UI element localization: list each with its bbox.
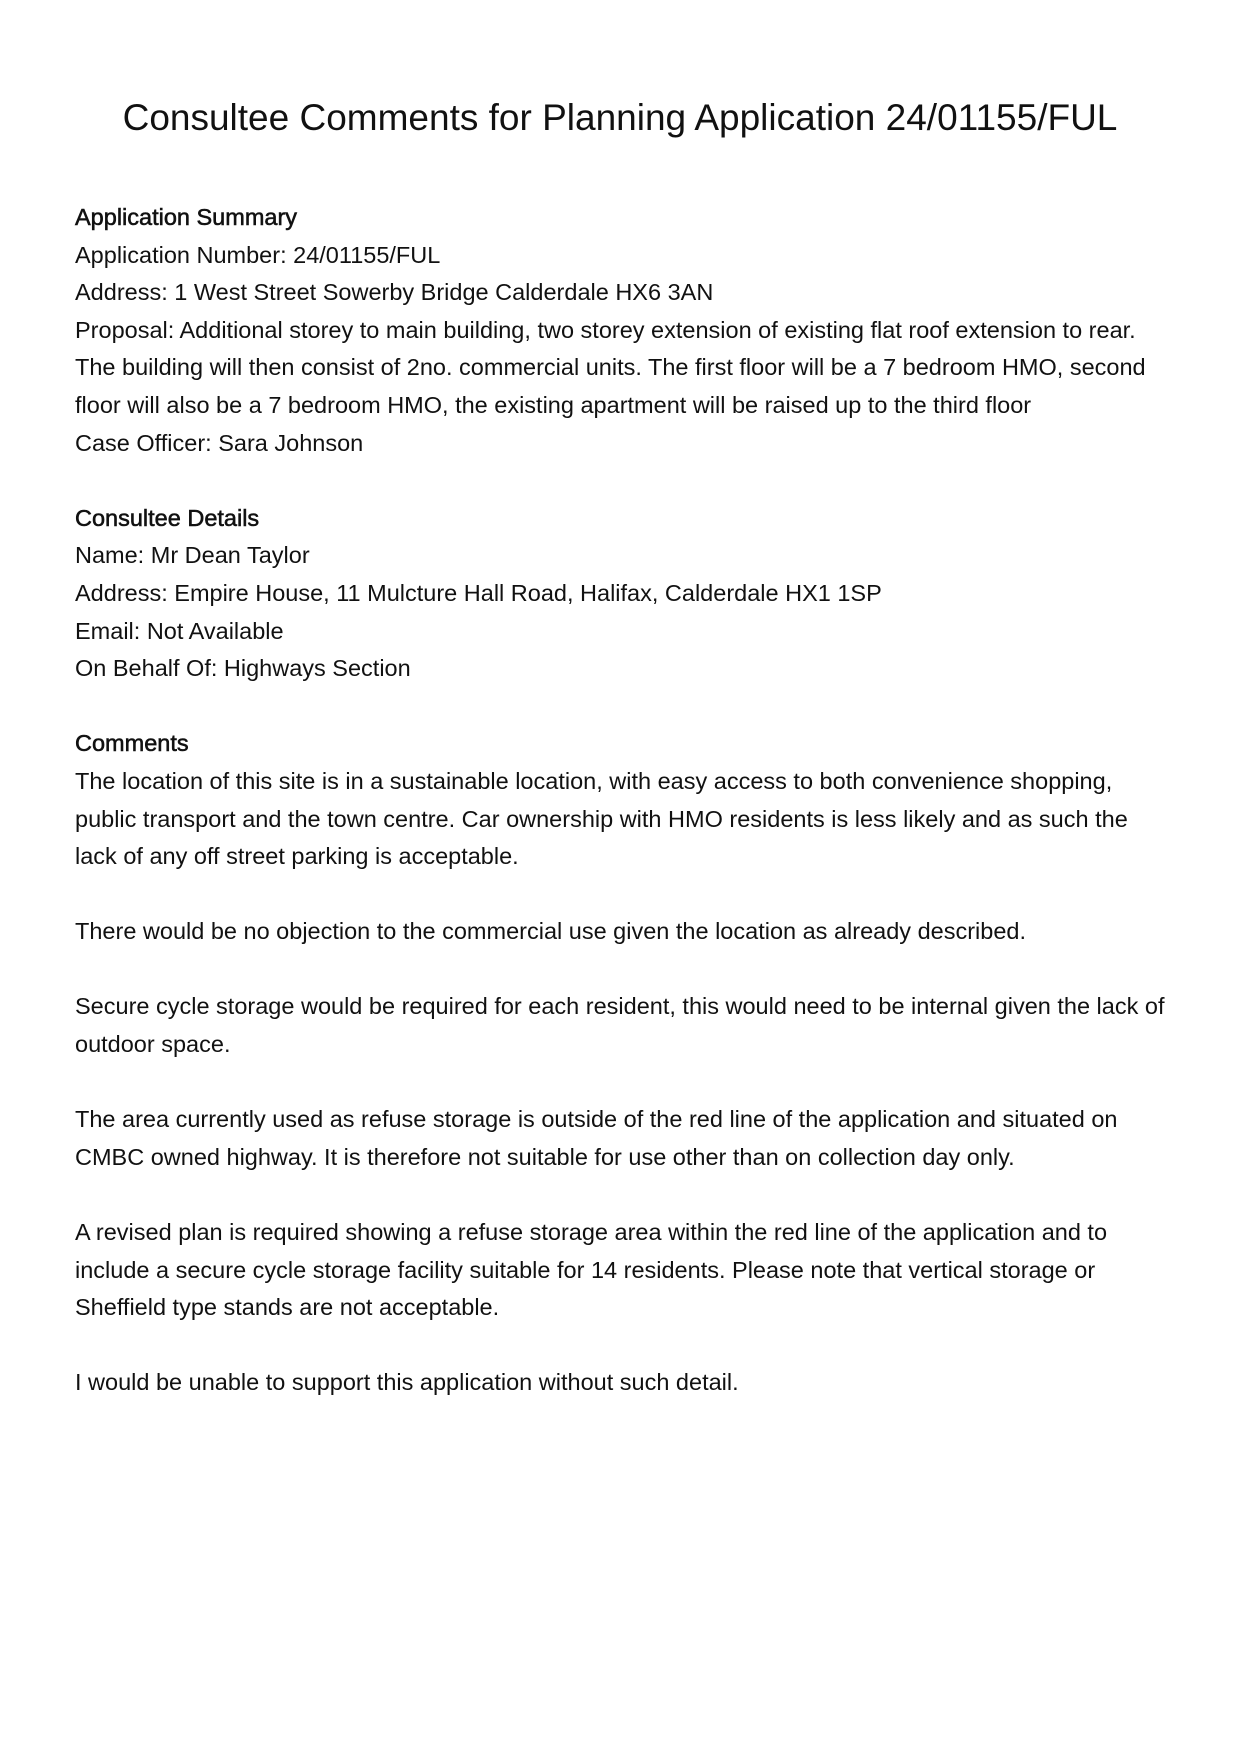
comment-paragraph: The location of this site is in a sustainable location, with easy access to both convenience shopping, public transport and the town centre. Car ownership with HMO residents is less likely and as such the lack of any off street parking is acceptable.: [75, 767, 1128, 870]
consultee-name: Name: Mr Dean Taylor: [75, 542, 310, 569]
comment-paragraph: I would be unable to support this application without such detail.: [75, 1369, 739, 1396]
comments-heading: Comments: [75, 730, 189, 757]
application-number: Application Number: 24/01155/FUL: [75, 241, 441, 268]
comment-paragraph: The area currently used as refuse storage is outside of the red line of the application and situated on CMBC owned highway. It is therefore not suitable for use other than on collection day only.: [75, 1106, 1118, 1170]
application-proposal: Proposal: Additional storey to main building, two storey extension of existing flat roof extension to rear. The building will then consist of 2no. commercial units. The first floor will be a 7 bedroom HMO, second floor will also be a 7 bedroom HMO, the existing apartment will be raised up to the third floor: [75, 316, 1146, 418]
application-summary-section: [75, 199, 1170, 462]
case-officer: Case Officer: Sara Johnson: [75, 429, 364, 456]
consultee-details-heading: Consultee Details: [75, 504, 260, 531]
comment-paragraph: There would be no objection to the commercial use given the location as already described.: [75, 918, 1026, 945]
consultee-email: Email: Not Available: [75, 617, 284, 644]
document-body: [75, 199, 1170, 1440]
consultee-address: Address: Empire House, 11 Mulcture Hall Road, Halifax, Calderdale HX1 1SP: [75, 579, 882, 606]
comment-paragraph: A revised plan is required showing a refuse storage area within the red line of the application and to include a secure cycle storage facility suitable for 14 residents. Please note that vertical storage or Sheffield type stands are not acceptable.: [75, 1219, 1108, 1321]
comment-paragraph: Secure cycle storage would be required for each resident, this would need to be internal given the lack of outdoor space.: [75, 993, 1165, 1058]
application-address: Address: 1 West Street Sowerby Bridge Calderdale HX6 3AN: [75, 279, 714, 306]
consultee-details-section: [75, 500, 1170, 688]
consultee-on-behalf-of: On Behalf Of: Highways Section: [75, 655, 411, 682]
comments-section: [75, 725, 1170, 1402]
document-title: Consultee Comments for Planning Application 24/01155/FUL: [122, 97, 1118, 138]
application-summary-heading: Application Summary: [75, 204, 298, 230]
